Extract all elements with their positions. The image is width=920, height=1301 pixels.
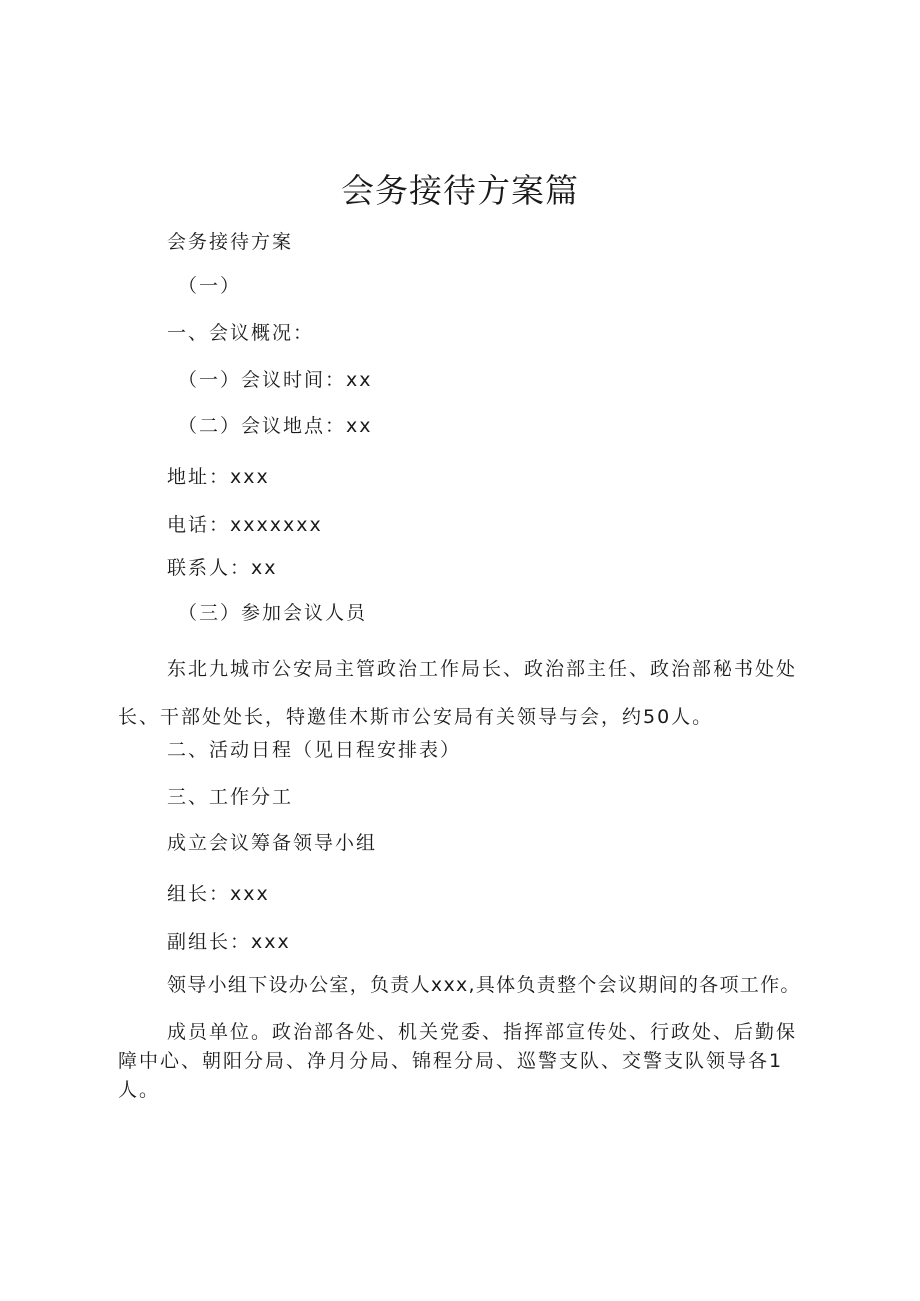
leading-group-line: 成立会议筹备领导小组 bbox=[167, 832, 378, 854]
section-marker-line: （一） bbox=[178, 275, 242, 297]
heading-meeting-overview: 一、会议概况： bbox=[167, 322, 315, 344]
meeting-time-line: （一）会议时间：xx bbox=[178, 369, 373, 391]
phone-line: 电话：xxxxxxx bbox=[167, 514, 323, 536]
deputy-leader-line: 副组长：xxx bbox=[167, 931, 291, 953]
address-line: 地址：xxx bbox=[167, 466, 270, 488]
contact-line: 联系人：xx bbox=[167, 557, 278, 579]
document-title: 会务接待方案篇 bbox=[341, 171, 579, 210]
group-leader-line: 组长：xxx bbox=[167, 883, 270, 905]
subtitle-line: 会务接待方案 bbox=[167, 231, 294, 253]
member-units-paragraph: 成员单位。政治部各处、机关党委、指挥部宣传处、行政处、后勤保障中心、朝阳分局、净月分局、锦程分局、巡警支队、交警支队领导各1人。 bbox=[118, 1021, 798, 1101]
heading-work-division: 三、工作分工 bbox=[167, 786, 294, 808]
participants-heading: （三）参加会议人员 bbox=[178, 602, 368, 624]
heading-activity-schedule: 二、活动日程（见日程安排表） bbox=[167, 739, 462, 761]
participants-paragraph: 东北九城市公安局主管政治工作局长、政治部主任、政治部秘书处处长、干部处处长，特邀佳木斯市公安局有关领导与会，约50人。 bbox=[118, 658, 798, 728]
meeting-place-line: （二）会议地点：xx bbox=[178, 415, 373, 437]
office-line: 领导小组下设办公室，负责人xxx,具体负责整个会议期间的各项工作。 bbox=[167, 974, 801, 996]
